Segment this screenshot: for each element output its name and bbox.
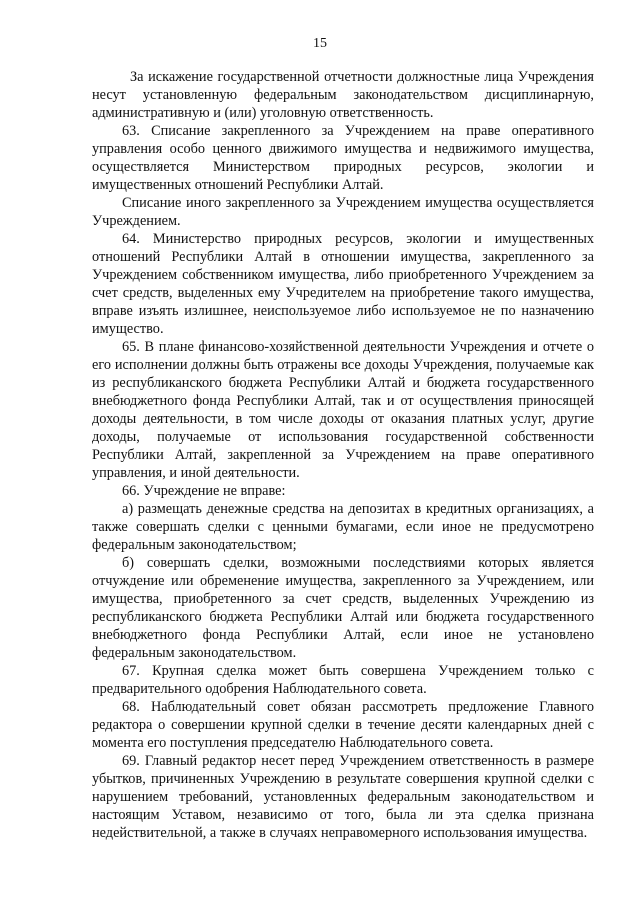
paragraph-66: 66. Учреждение не вправе: [122,483,286,499]
paragraph-66-b: б) совершать сделки, возможными последствиями которых является отчуждение или обременение имущества, закрепленного за Учреждением, или имущества, приобретенного за счет средств, выделенных Учреждению из республиканского бюджета Республики Алтай или бюджета государственного внебюджетного фонда Республики Алтай, если иное не установлено федеральным законодательством. [92,555,594,661]
paragraph-66-a: а) размещать денежные средства на депозитах в кредитных организациях, а также совершать сделки с ценными бумагами, если иное не предусмотрено федеральным законодательством; [92,501,594,553]
paragraph-reporting-responsibility: За искажение государственной отчетности должностные лица Учреждения несут установленную федеральным законодательством дисциплинарную, административную и (или) уголовную ответственность. [92,69,594,121]
paragraph-65: 65. В плане финансово-хозяйственной деятельности Учреждения и отчете о его исполнении должны быть отражены все доходы Учреждения, получаемые как из республиканского бюджета Республики Алтай и бюджета государственного внебюджетного фонда Республики Алтай, так и от осуществления приносящей доходы деятельности, в том числе доходы от оказания платных услуг, другие доходы, получаемые от использования государственной собственности Республики Алтай, закрепленной за Учреждением на праве оперативного управления, и иной деятельности. [92,339,594,481]
paragraph-67: 67. Крупная сделка может быть совершена Учреждением только с предварительного одобрения Наблюдательного совета. [92,663,594,697]
paragraph-63: 63. Списание закрепленного за Учреждением на праве оперативного управления особо ценного движимого имущества и недвижимого имущества, осуществляется Министерством природных ресурсов, экологии и имущественных отношений Республики Алтай. [92,123,594,193]
paragraph-68: 68. Наблюдательный совет обязан рассмотреть предложение Главного редактора о совершении крупной сделки в течение десяти календарных дней с момента его поступления председателю Наблюдательного совета. [92,699,594,751]
paragraph-69: 69. Главный редактор несет перед Учреждением ответственность в размере убытков, причиненных Учреждению в результате совершения крупной сделки с нарушением требований, установленных федеральным законодательством и настоящим Уставом, независимо от того, была ли эта сделка признана недействительной, а также в случаях неправомерного использования имущества. [92,753,594,841]
page-number: 15 [313,36,327,51]
document-body [92,68,594,842]
paragraph-64: 64. Министерство природных ресурсов, экологии и имущественных отношений Республики Алтай в отношении имущества, закрепленного за Учреждением собственником имущества, либо приобретенного Учреждением за счет средств, выделенных ему Учредителем на приобретение такого имущества, вправе изъять излишнее, неиспользуемое либо используемое не по назначению имущество. [92,231,594,337]
paragraph-63-other-property: Списание иного закрепленного за Учреждением имущества осуществляется Учреждением. [92,195,594,229]
